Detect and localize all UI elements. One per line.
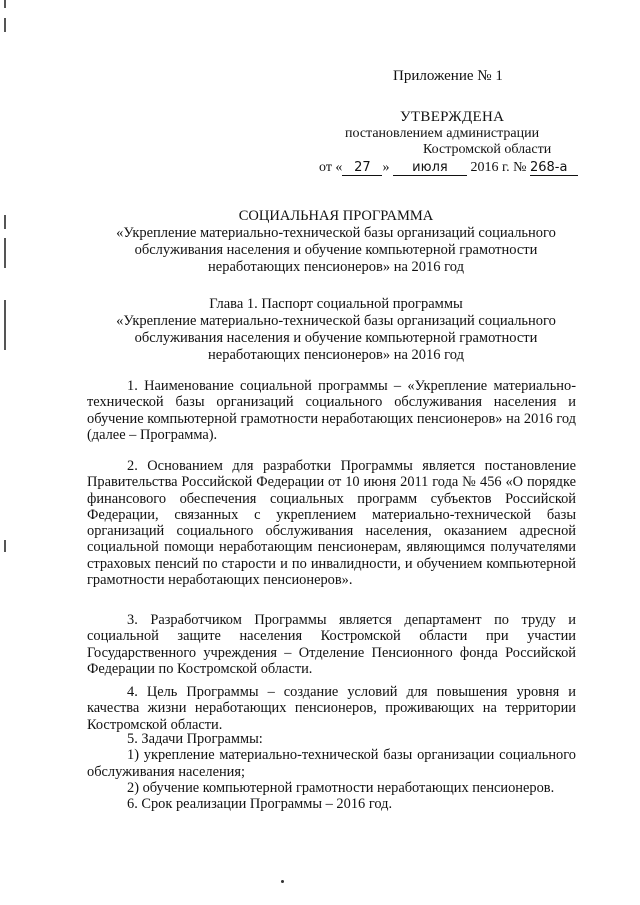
task-2: 2) обучение компьютерной грамотности неработающих пенсионеров. <box>127 779 555 796</box>
passport-item-4 <box>87 684 576 733</box>
passport-item-1 <box>87 378 576 443</box>
chapter-name-line: обслуживания населения и обучение компьютерной грамотности <box>134 330 538 346</box>
passport-item-2 <box>87 458 576 588</box>
scan-margin-mark <box>4 215 6 229</box>
item-text: 1. Наименование социальной программы – «Укрепление материально-технической базы организаций социального обслуживания населения и обучение компьютерной грамотности неработающих пенсионеров» на 2016 год (далее – Программа). <box>87 378 576 443</box>
decree-number: 268-а <box>530 161 578 176</box>
passport-item-5-6 <box>87 731 576 812</box>
region-line: Костромской области <box>423 142 552 157</box>
task-1: 1) укрепление материально-технической базы организации социального обслуживания населения; <box>87 747 576 780</box>
scan-margin-mark <box>4 540 6 552</box>
page-dot <box>281 880 284 883</box>
program-title <box>96 208 576 276</box>
chapter-title <box>96 296 576 364</box>
chapter-heading: Глава 1. Паспорт социальной программы <box>209 296 463 312</box>
chapter-name-line: «Укрепление материально-технической базы организаций социального <box>116 313 556 329</box>
program-heading: СОЦИАЛЬНАЯ ПРОГРАММА <box>238 208 434 224</box>
item-text: 5. Задачи Программы: <box>127 731 263 747</box>
scan-margin-mark <box>4 300 6 350</box>
date-prefix: от « <box>319 160 343 175</box>
item-text: 2. Основанием для разработки Программы является постановление Правительства Российской Федерации от 10 июня 2011 года № 456 «О порядке финансового обеспечения социальных программ субъектов Российской Федерации, связанных с укреплением материально-технической базы организаций социального обслуживания населения, оказанием адресной социальной помощи неработающим пенсионерам, являющимся получателями страховых пенсий по старости и по инвалидности, и обучением компьютерной грамотности неработающих пенсионеров». <box>87 458 576 589</box>
date-month: июля <box>393 161 467 176</box>
scan-margin-mark <box>4 18 6 32</box>
item-text: 4. Цель Программы – создание условий для повышения уровня и качества жизни неработающих пенсионеров, проживающих на территории Костромской области. <box>87 684 576 733</box>
item-text: 3. Разработчиком Программы является департамент по труду и социальной защите населения Костромской области при участии Государственного учреждения – Отделение Пенсионного фонда Российской Федерации по Костромской области. <box>87 612 576 677</box>
approved-stamp: УТВЕРЖДЕНА <box>400 109 505 125</box>
program-name-line: обслуживания населения и обучение компьютерной грамотности <box>134 242 538 258</box>
scan-margin-mark <box>4 238 6 268</box>
decree-line: постановлением администрации <box>345 126 540 141</box>
passport-item-3 <box>87 612 576 677</box>
appendix-label: Приложение № 1 <box>393 68 503 84</box>
date-day: 27 <box>342 161 382 176</box>
program-name-line: «Укрепление материально-технической базы организаций социального <box>116 225 556 241</box>
date-mid: » <box>382 160 390 175</box>
decree-date-line <box>319 160 578 176</box>
date-year: 2016 г. № <box>470 160 527 175</box>
scan-margin-mark <box>4 0 6 8</box>
item-text: 6. Срок реализации Программы – 2016 год. <box>127 796 393 813</box>
chapter-name-line: неработающих пенсионеров» на 2016 год <box>208 347 464 363</box>
program-name-line: неработающих пенсионеров» на 2016 год <box>208 259 464 275</box>
